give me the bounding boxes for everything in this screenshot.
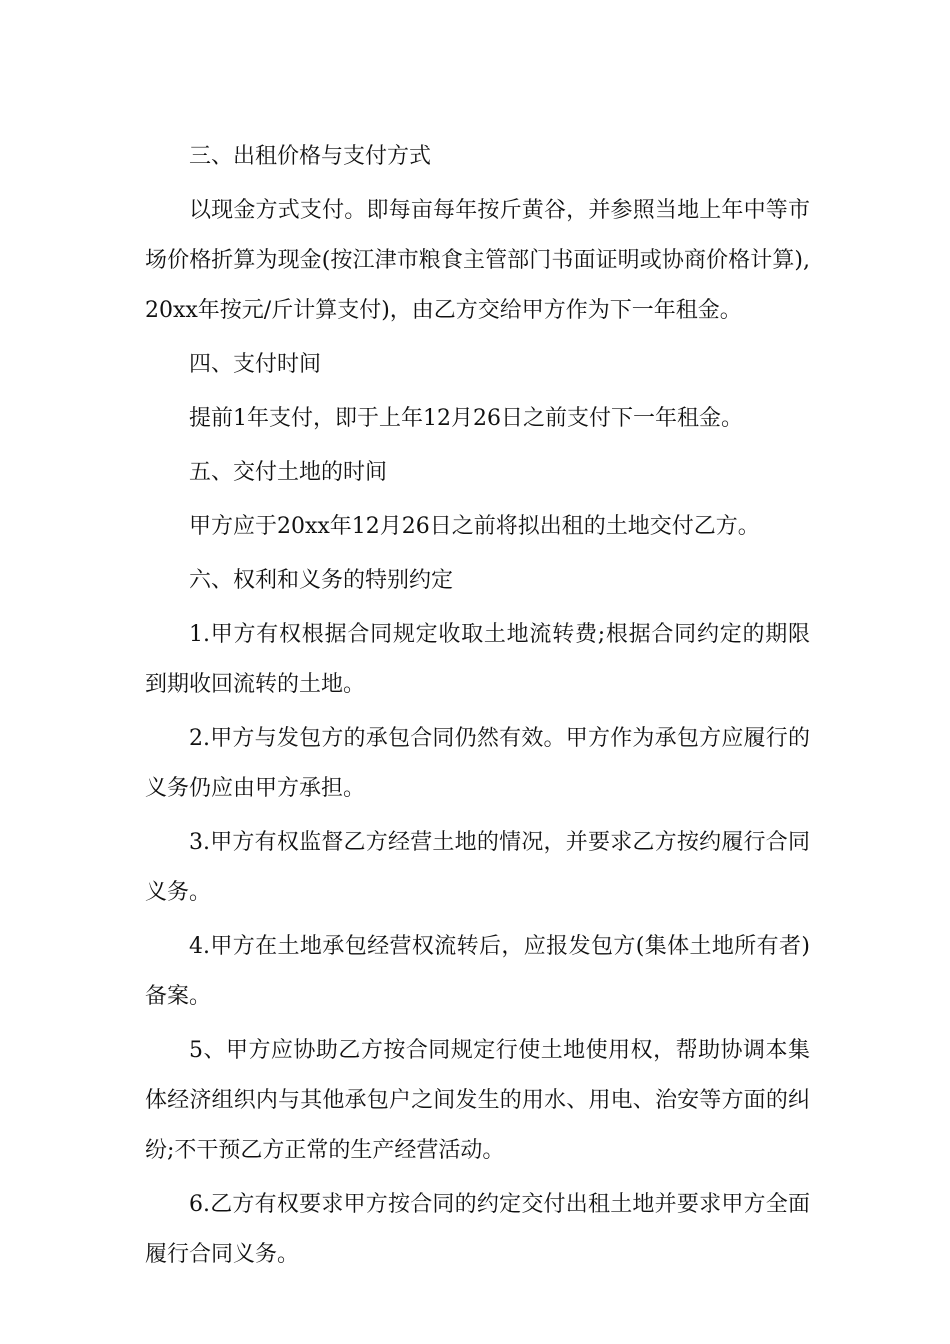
clause-4: 4.甲方在土地承包经营权流转后，应报发包方(集体土地所有者)备案。 bbox=[145, 934, 810, 1009]
document-body bbox=[145, 132, 810, 1284]
section-heading-payment-time: 四、支付时间 bbox=[189, 352, 322, 377]
clause-5: 5、甲方应协助乙方按合同规定行使土地使用权，帮助协调本集体经济组织内与其他承包户之间发生的用水、用电、治安等方面的纠纷;不干预乙方正常的生产经营活动。 bbox=[145, 1038, 810, 1163]
section-heading-rights-obligations: 六、权利和义务的特别约定 bbox=[189, 568, 454, 593]
paragraph-land-delivery-time: 甲方应于20xx年12月26日之前将拟出租的土地交付乙方。 bbox=[189, 514, 760, 539]
clause-6: 6.乙方有权要求甲方按合同的约定交付出租土地并要求甲方全面履行合同义务。 bbox=[145, 1192, 810, 1267]
clause-3: 3.甲方有权监督乙方经营土地的情况，并要求乙方按约履行合同义务。 bbox=[145, 830, 810, 905]
paragraph-payment-method: 以现金方式支付。即每亩每年按斤黄谷，并参照当地上年中等市场价格折算为现金(按江津市粮食主管部门书面证明或协商价格计算),20xx年按元/斤计算支付)，由乙方交给甲方作为下一年租金。 bbox=[145, 198, 810, 323]
section-heading-land-delivery-time: 五、交付土地的时间 bbox=[189, 460, 388, 485]
clause-1: 1.甲方有权根据合同规定收取土地流转费;根据合同约定的期限到期收回流转的土地。 bbox=[145, 622, 810, 697]
section-heading-price-payment: 三、出租价格与支付方式 bbox=[189, 144, 432, 169]
paragraph-payment-time: 提前1年支付，即于上年12月26日之前支付下一年租金。 bbox=[189, 406, 743, 431]
clause-2: 2.甲方与发包方的承包合同仍然有效。甲方作为承包方应履行的义务仍应由甲方承担。 bbox=[145, 726, 810, 801]
